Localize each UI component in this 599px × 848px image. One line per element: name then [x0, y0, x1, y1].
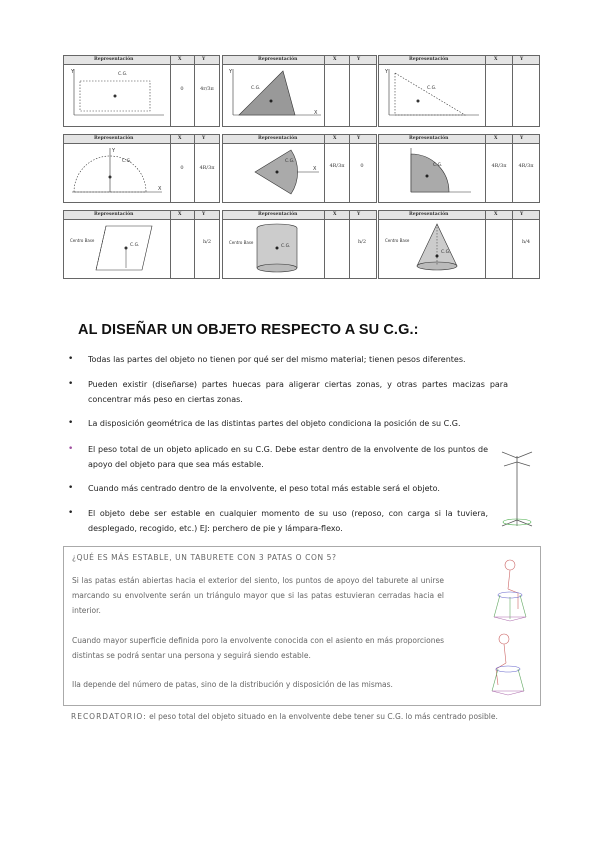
cg-table-prism: [63, 210, 220, 279]
table-header: Representación: [409, 136, 449, 141]
table-value: 4R/3π: [518, 163, 534, 169]
svg-text:Centro Base: Centro Base: [229, 240, 254, 245]
table-header: Representación: [258, 136, 298, 141]
table-header: Y: [202, 212, 206, 217]
table-header: Y: [520, 212, 524, 217]
svg-text:C.G.: C.G.: [281, 244, 291, 249]
svg-text:X: X: [313, 166, 317, 172]
box-paragraph: Si las patas están abiertas hacia el exterior del siento, los puntos de apoyo del taburete al unirse marcando su envolvente serán un triángulo mayor que si las patas estuvieran cerradas hacia el interior.: [72, 576, 444, 615]
table-header: Y: [202, 57, 206, 62]
table-header: Y: [520, 57, 524, 62]
stool-with-person-illustration: [482, 629, 532, 699]
rectangle-diagram: [66, 65, 168, 123]
svg-text:Centro Base: Centro Base: [385, 238, 410, 243]
section-heading: AL DISEÑAR UN OBJETO RESPECTO A SU C.G.:: [78, 322, 419, 338]
cg-table-quarter-circle: [378, 134, 540, 203]
bullet-icon: •: [68, 354, 74, 364]
svg-text:X: X: [158, 186, 162, 192]
stool-with-person-illustration: [484, 555, 534, 625]
table-value: 4R/3π: [199, 165, 215, 171]
table-header: X: [494, 212, 498, 217]
table-header: X: [333, 212, 337, 217]
table-value: h/4: [521, 239, 531, 245]
table-header: Representación: [258, 57, 298, 62]
table-header: Y: [357, 136, 361, 141]
table-value: h/2: [202, 239, 212, 245]
bullet-icon: •: [68, 483, 74, 493]
table-header: Representación: [94, 57, 134, 62]
quarter-circle-diagram: [381, 144, 483, 200]
table-value: 0: [180, 165, 184, 171]
cg-table-sector: [222, 134, 377, 203]
cg-table-semicircle: [63, 134, 220, 203]
table-value: 0: [180, 86, 184, 92]
svg-text:C.G.: C.G.: [130, 243, 140, 248]
table-header: X: [178, 212, 182, 217]
table-header: X: [333, 57, 337, 62]
bullet-icon: •: [68, 379, 74, 389]
box-question: ¿QUÉ ES MÁS ESTABLE, UN TABURETE CON 3 PATAS O CON 5?: [72, 553, 337, 562]
table-header: X: [178, 57, 182, 62]
table-header: Representación: [258, 212, 298, 217]
table-value: 4R/3π: [491, 163, 507, 169]
table-header: Y: [357, 57, 361, 62]
sector-diagram: [225, 144, 323, 200]
prism-diagram: [66, 220, 168, 276]
table-header: X: [178, 136, 182, 141]
table-header: Y: [357, 212, 361, 217]
right-triangle-diagram: [381, 65, 483, 123]
table-value: 4r/3π: [200, 86, 214, 92]
coat-rack-illustration: [492, 448, 542, 528]
bullet-icon: •: [68, 418, 74, 428]
reminder-note: [71, 709, 533, 724]
table-header: Representación: [94, 212, 134, 217]
table-header: X: [333, 136, 337, 141]
reminder-text: el peso total del objeto situado en la envolvente debe tener su C.G. lo más centrado posible.: [146, 712, 498, 721]
svg-text:X: X: [314, 110, 318, 116]
semicircle-diagram: [66, 144, 168, 200]
triangle-diagram: [225, 65, 323, 123]
cg-table-rectangle: [63, 55, 220, 127]
table-value: 4R/3π: [329, 163, 345, 169]
cylinder-diagram: [225, 220, 323, 276]
stability-question-box: [63, 546, 541, 706]
box-paragraph: Ila depende del número de patas, sino de la distribución y disposición de las mismas.: [72, 680, 393, 689]
table-header: X: [494, 57, 498, 62]
box-paragraph: Cuando mayor superficie definida poro la envolvente conocida con el asiento en más proporciones distintas se podrá sentar una persona y seguirá siendo estable.: [72, 636, 444, 660]
svg-text:C.G.: C.G.: [427, 86, 437, 91]
cg-table-right-triangle: [378, 55, 540, 127]
svg-text:Y: Y: [385, 69, 389, 75]
svg-text:Y: Y: [112, 148, 116, 154]
cg-table-cylinder: [222, 210, 377, 279]
table-header: Representación: [94, 136, 134, 141]
table-header: X: [494, 136, 498, 141]
reminder-lead: RECORDATORIO:: [71, 712, 147, 721]
svg-text:Y: Y: [229, 69, 233, 75]
cg-table-cone: [378, 210, 540, 279]
svg-text:C.G.: C.G.: [433, 163, 443, 168]
bullet-icon: •: [68, 444, 74, 454]
svg-text:C.G.: C.G.: [118, 72, 128, 77]
svg-text:C.G.: C.G.: [122, 159, 132, 164]
table-header: Representación: [409, 212, 449, 217]
table-header: Y: [202, 136, 206, 141]
cg-table-triangle: [222, 55, 377, 127]
svg-text:C.G.: C.G.: [285, 159, 295, 164]
svg-text:Y: Y: [71, 69, 75, 75]
svg-text:C.G.: C.G.: [441, 250, 451, 255]
table-header: Representación: [409, 57, 449, 62]
cone-diagram: [381, 220, 483, 276]
table-header: Y: [520, 136, 524, 141]
bullet-icon: •: [68, 508, 74, 518]
table-value: 0: [360, 163, 364, 169]
svg-text:C.G.: C.G.: [251, 86, 261, 91]
table-value: h/2: [357, 239, 367, 245]
svg-text:Centro Base: Centro Base: [70, 238, 95, 243]
